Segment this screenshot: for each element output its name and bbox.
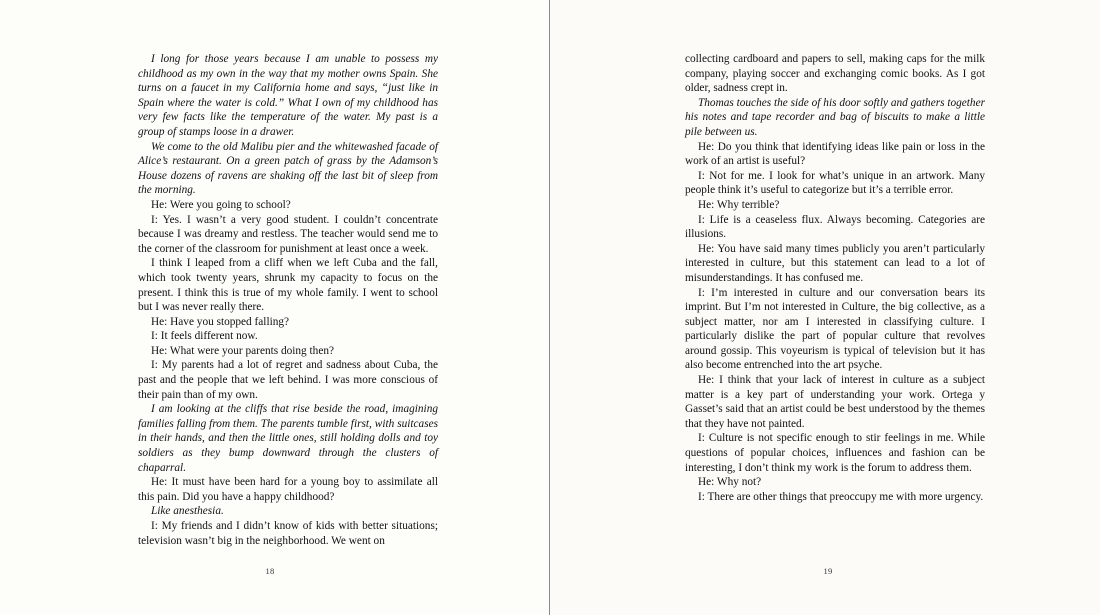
paragraph: collecting cardboard and papers to sell, making caps for the milk company, playing soccer and exchanging comic books. As I got older, sadness crept in.: [685, 53, 985, 95]
right-page-textblock: [685, 52, 985, 504]
page-number-right: 19: [823, 566, 833, 576]
paragraph: Thomas touches the side of his door softly and gathers together his notes and tape recorder and bag of biscuits to make a little pile between us.: [685, 96, 985, 138]
paragraph: I: Yes. I wasn’t a very good student. I couldn’t concentrate because I was dreamy and restless. The teacher would send me to the corner of the classroom for punishment at least once a week.: [138, 213, 438, 255]
page-right: [550, 0, 1100, 615]
paragraph: He: I think that your lack of interest in culture as a subject matter is a key part of understanding your work. Ortega y Gasset’s said that an artist could be best understood by the themes that they have not painted.: [685, 374, 985, 430]
paragraph: He: Why terrible?: [698, 198, 780, 211]
paragraph: I: There are other things that preoccupy me with more urgency.: [698, 490, 984, 503]
paragraph: I: My parents had a lot of regret and sadness about Cuba, the past and the people that we left behind. I was more conscious of their pain than of my own.: [138, 359, 438, 401]
paragraph: I think I leaped from a cliff when we left Cuba and the fall, which took twenty years, shrunk my capacity to focus on the present. I think this is true of my whole family. I went to school but I was never really there.: [138, 257, 438, 314]
paragraph: I: Life is a ceaseless flux. Always becoming. Categories are illusions.: [685, 213, 985, 241]
paragraph: I: I’m interested in culture and our conversation bears its imprint. But I’m not interested in Culture, the big collective, as a subject matter, nor am I interested in classifying culture. I particularly dislike the part of popular culture that revolves around gossip. This voyeurism is typical of television but it has also become entrenched into the art psyche.: [685, 286, 985, 372]
paragraph: Like anesthesia.: [151, 505, 224, 518]
paragraph: He: You have said many times publicly you aren’t particularly interested in culture, but this statement can lead to a lot of misunderstandings. It has confused me.: [685, 242, 985, 284]
paragraph: He: Do you think that identifying ideas like pain or loss in the work of an artist is useful?: [685, 140, 985, 168]
paragraph: He: It must have been hard for a young boy to assimilate all this pain. Did you have a happy childhood?: [138, 476, 438, 503]
paragraph: I: It feels different now.: [151, 330, 258, 343]
paragraph: I: Culture is not specific enough to stir feelings in me. While questions of popular choices, influences and fashion can be interesting, I don’t think my work is the forum to address them.: [685, 432, 985, 474]
paragraph: He: Have you stopped falling?: [151, 315, 290, 328]
page-number-left: 18: [265, 566, 275, 576]
paragraph: I: Not for me. I look for what’s unique in an artwork. Many people think it’s useful to categorize but it’s a terrible error.: [685, 169, 985, 197]
left-page-textblock: [138, 52, 438, 548]
paragraph: I am looking at the cliffs that rise beside the road, imagining families falling from them. The parents tumble first, with suitcases in their hands, and then the little ones, still holding dolls and toy soldiers as they bump downward through the clusters of chaparral.: [138, 403, 438, 474]
paragraph: We come to the old Malibu pier and the whitewashed facade of Alice’s restaurant. On a green patch of grass by the Adamson’s House dozens of ravens are shaking off the last bit of sleep from the morning.: [138, 140, 438, 197]
paragraph: He: Were you going to school?: [151, 198, 291, 211]
paragraph: I: My friends and I didn’t know of kids with better situations; television wasn’t big in the neighborhood. We went on: [138, 520, 438, 547]
paragraph: He: What were your parents doing then?: [151, 344, 334, 357]
paragraph: I long for those years because I am unable to possess my childhood as my own in the way that my mother owns Spain. She turns on a faucet in my California home and says, “just like in Spain where the water is cold.” What I own of my childhood has very few facts like the temperature of the water. My past is a group of stamps loose in a drawer.: [138, 53, 438, 138]
paragraph: He: Why not?: [698, 476, 762, 489]
